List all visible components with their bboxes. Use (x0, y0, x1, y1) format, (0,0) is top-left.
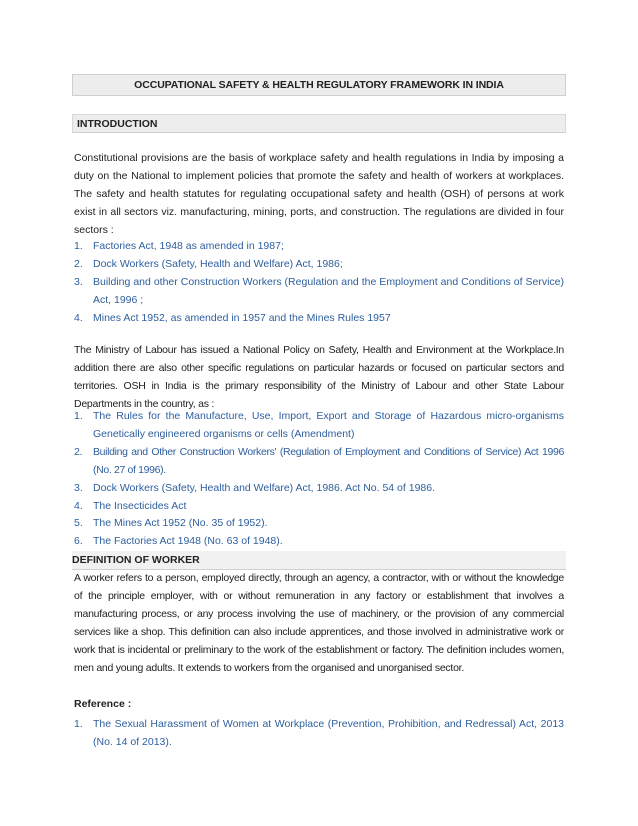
list-item[interactable] (74, 444, 564, 480)
reference-heading: Reference : (74, 698, 132, 710)
list-item[interactable] (74, 515, 564, 533)
list-item-text: The Rules for the Manufacture, Use, Import, Export and Storage of Hazardous micro-organisms Genetically engineered organisms or cells (Amendment) (93, 410, 564, 440)
sectors-list (74, 238, 564, 328)
list-item-text: The Mines Act 1952 (No. 35 of 1952). (93, 517, 268, 530)
list-item-text: The Sexual Harassment of Women at Workplace (Prevention, Prohibition, and Redressal) Act, 2013 (No. 14 of 2013). (93, 718, 564, 748)
reference-list (74, 716, 564, 752)
list-item-text: Mines Act 1952, as amended in 1957 and the Mines Rules 1957 (93, 311, 391, 324)
intro-paragraph: Constitutional provisions are the basis of workplace safety and health regulations in India by imposing a duty on the National to implement policies that promote the safety and health of workers at workplaces. The safety and health statutes for regulating occupational safety and health (OSH) of persons at work exist in all sectors viz. manufacturing, mining, ports, and construction. The regulations are divided in four sectors : (74, 152, 564, 236)
list-number: 3. (74, 275, 83, 288)
document-title: OCCUPATIONAL SAFETY & HEALTH REGULATORY FRAMEWORK IN INDIA (72, 74, 566, 96)
intro-heading: INTRODUCTION (72, 114, 566, 133)
worker-paragraph: A worker refers to a person, employed directly, through an agency, a contractor, with or without the knowledge of the principle employer, with or without remuneration in any factory or establishment that involves a manufacturing process, or any process involving the use of machinery, or the provision of any commercial services like a shop. This definition can also include apprentices, and those involved in administrative work or work that is incidental or preliminary to the work of the establishment or factory. The definition includes women, men and young adults. It extends to workers from the organised and unorganised sector. (74, 572, 564, 674)
regulations-list (74, 408, 564, 551)
list-item[interactable] (74, 274, 564, 310)
list-item[interactable] (74, 498, 564, 516)
list-number: 1. (74, 410, 83, 422)
list-item-text: Building and Other Construction Workers' (Regulation of Employment and Conditions of Service) Act 1996 (No. 27 of 1996). (93, 445, 564, 476)
list-item[interactable] (74, 256, 564, 274)
list-item-text: Dock Workers (Safety, Health and Welfare) Act, 1986; (93, 257, 343, 270)
list-number: 3. (74, 481, 83, 494)
list-item-text: Dock Workers (Safety, Health and Welfare) Act, 1986. Act No. 54 of 1986. (93, 481, 436, 494)
list-number: 4. (74, 499, 83, 512)
list-item-text: Building and other Construction Workers (Regulation and the Employment and Conditions of Service) Act, 1996 ; (93, 275, 564, 306)
list-item[interactable] (74, 408, 564, 444)
list-number: 1. (74, 240, 83, 252)
worker-heading: DEFINITION OF WORKER (72, 551, 566, 570)
list-number: 2. (74, 445, 83, 458)
list-item-text: Factories Act, 1948 as amended in 1987; (93, 240, 284, 252)
list-item[interactable] (74, 238, 564, 256)
list-item-text: The Factories Act 1948 (No. 63 of 1948). (93, 535, 283, 548)
list-number: 6. (74, 535, 83, 548)
list-item[interactable] (74, 716, 564, 752)
list-number: 4. (74, 311, 83, 324)
list-item-text: The Insecticides Act (93, 499, 187, 512)
list-item[interactable] (74, 480, 564, 498)
list-number: 1. (74, 718, 83, 730)
policy-paragraph: The Ministry of Labour has issued a National Policy on Safety, Health and Environment at the Workplace.In addition there are also other specific regulations on particular hazards or focused on particular sectors and territories. OSH in India is the primary responsibility of the Ministry of Labour and other State Labour Departments in the country, as : (74, 344, 564, 410)
list-item[interactable] (74, 533, 564, 551)
list-item[interactable] (74, 310, 564, 328)
list-number: 2. (74, 257, 83, 270)
list-number: 5. (74, 517, 83, 530)
